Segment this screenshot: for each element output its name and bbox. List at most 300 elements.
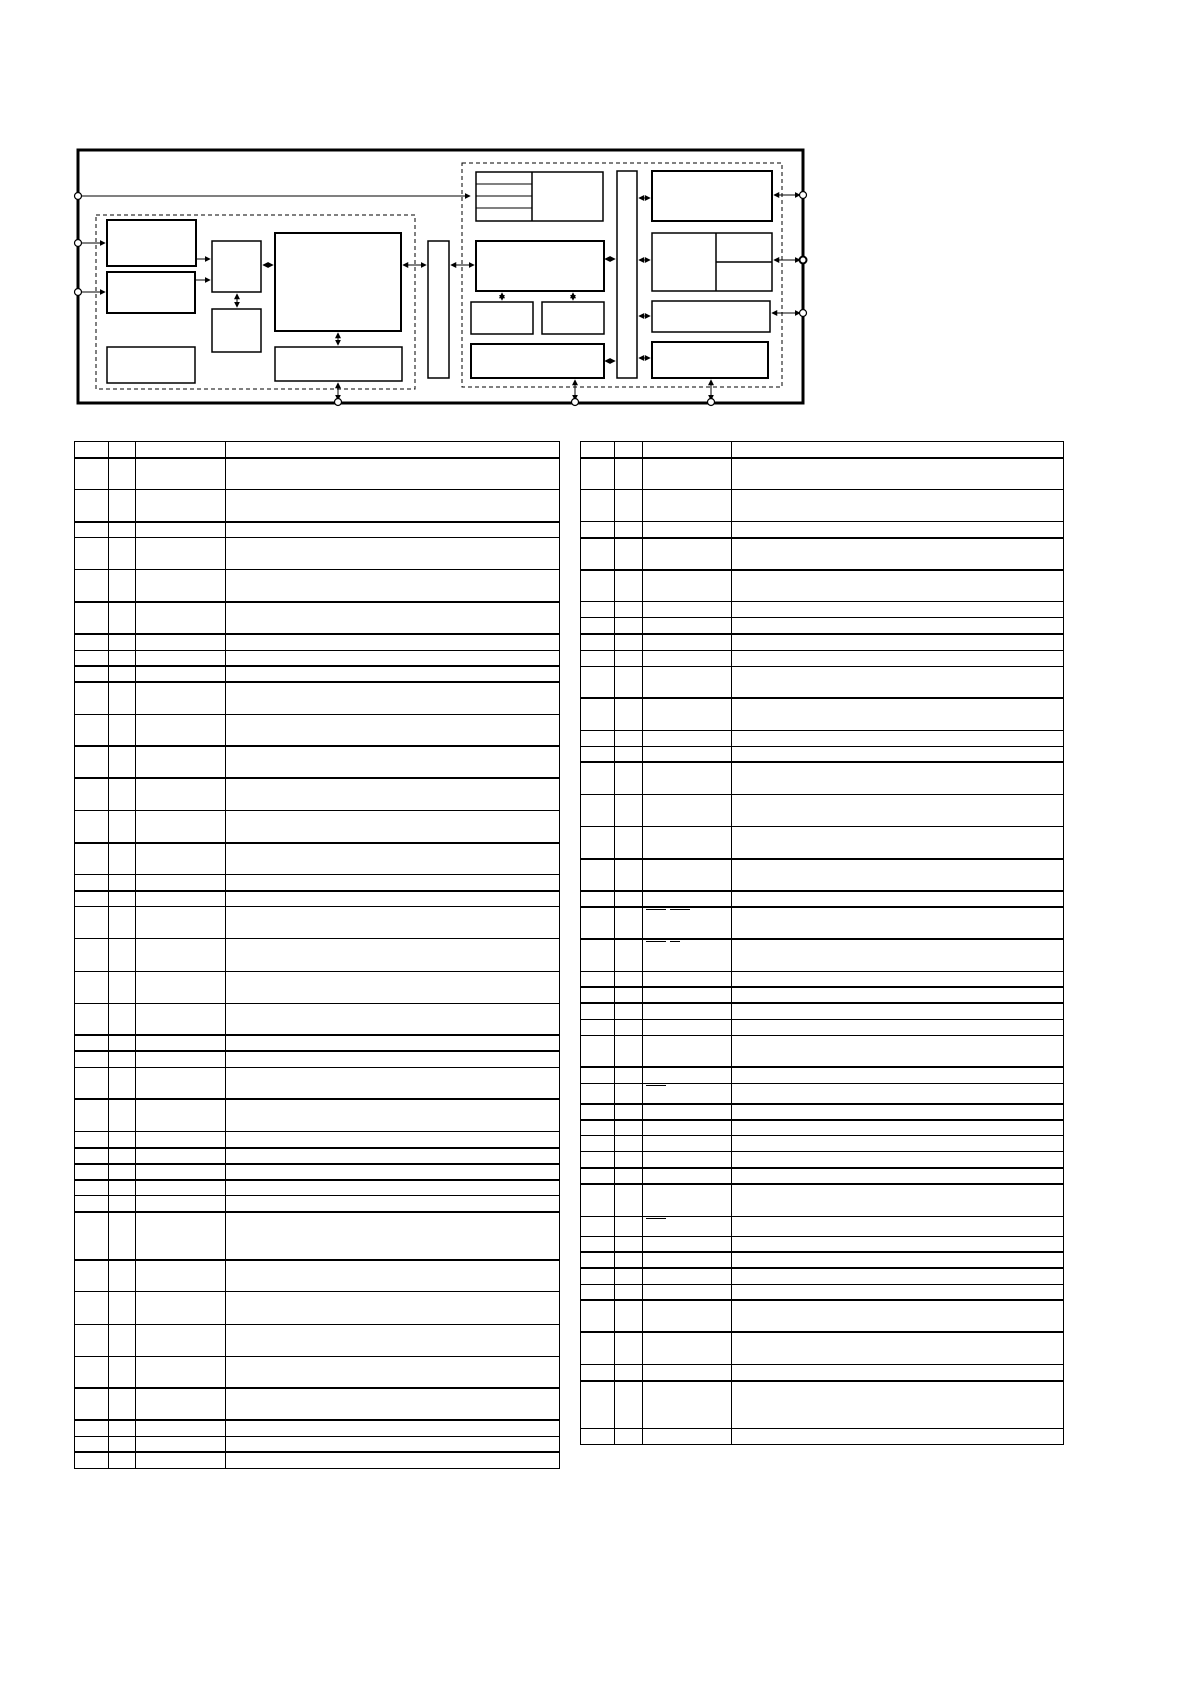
table-cell bbox=[615, 730, 643, 746]
table-cell bbox=[109, 714, 136, 746]
table-cell bbox=[643, 1003, 732, 1019]
table-cell bbox=[615, 1083, 643, 1104]
table-row bbox=[581, 939, 1064, 971]
table-cell bbox=[581, 1184, 615, 1216]
table-cell bbox=[732, 1120, 1064, 1136]
table-cell bbox=[226, 522, 560, 538]
table-cell bbox=[75, 1067, 109, 1099]
overline-mark bbox=[646, 941, 666, 942]
table-cell bbox=[75, 570, 109, 602]
table-cell bbox=[75, 490, 109, 522]
table-cell bbox=[732, 1284, 1064, 1300]
table-cell bbox=[581, 1216, 615, 1236]
table-cell bbox=[226, 1148, 560, 1164]
table-cell bbox=[581, 1035, 615, 1067]
pin-l3 bbox=[75, 289, 82, 296]
table-cell bbox=[615, 1120, 643, 1136]
table-cell bbox=[643, 650, 732, 666]
table-cell bbox=[615, 1216, 643, 1236]
table-cell bbox=[109, 1436, 136, 1452]
table-cell bbox=[226, 939, 560, 971]
table-cell bbox=[136, 1003, 226, 1035]
table-cell bbox=[732, 1184, 1064, 1216]
table-cell bbox=[732, 650, 1064, 666]
table-cell bbox=[732, 698, 1064, 730]
table-cell bbox=[109, 458, 136, 490]
table-cell bbox=[615, 827, 643, 859]
table-cell bbox=[136, 1212, 226, 1260]
table-cell bbox=[643, 666, 732, 698]
table-cell bbox=[615, 666, 643, 698]
block-ctrl bbox=[476, 241, 604, 291]
table-cell bbox=[136, 1180, 226, 1196]
table-cell bbox=[226, 843, 560, 875]
table-cell bbox=[136, 1324, 226, 1356]
table-row bbox=[581, 859, 1064, 891]
table-cell bbox=[581, 1136, 615, 1152]
right-dashed-group bbox=[462, 163, 782, 387]
table-cell bbox=[226, 538, 560, 570]
table-cell bbox=[643, 859, 732, 891]
table-cell bbox=[75, 1099, 109, 1131]
table-cell bbox=[643, 1019, 732, 1035]
table-cell bbox=[75, 907, 109, 939]
table-row bbox=[581, 618, 1064, 634]
table-cell bbox=[75, 634, 109, 650]
table-cell bbox=[226, 650, 560, 666]
table-cell bbox=[643, 939, 732, 971]
table-cell bbox=[615, 1019, 643, 1035]
table-cell bbox=[109, 939, 136, 971]
table-row bbox=[581, 650, 1064, 666]
table-cell bbox=[226, 891, 560, 907]
table-cell bbox=[732, 1136, 1064, 1152]
table-cell bbox=[643, 1035, 732, 1067]
table-cell bbox=[75, 891, 109, 907]
table-cell bbox=[75, 682, 109, 714]
table-cell bbox=[581, 1152, 615, 1168]
table-row bbox=[75, 1436, 560, 1452]
table-cell bbox=[732, 1332, 1064, 1364]
table-cell bbox=[581, 794, 615, 826]
pin-b1 bbox=[335, 399, 342, 406]
table-row bbox=[581, 1152, 1064, 1168]
table-cell bbox=[136, 971, 226, 1003]
table-cell bbox=[109, 1003, 136, 1035]
table-cell bbox=[615, 939, 643, 971]
table-cell bbox=[732, 794, 1064, 826]
table-cell bbox=[136, 1436, 226, 1452]
table-cell bbox=[581, 730, 615, 746]
table-row bbox=[75, 458, 560, 490]
table-cell bbox=[581, 538, 615, 570]
table-cell bbox=[581, 698, 615, 730]
table-row bbox=[581, 698, 1064, 730]
table-cell bbox=[643, 1300, 732, 1332]
table-cell bbox=[615, 1300, 643, 1332]
table-cell bbox=[226, 714, 560, 746]
table-row bbox=[581, 1332, 1064, 1364]
pin-b3 bbox=[708, 399, 715, 406]
overline-mark bbox=[646, 1218, 666, 1219]
table-row bbox=[581, 1184, 1064, 1216]
table-cell bbox=[581, 458, 615, 490]
table-cell bbox=[581, 1236, 615, 1252]
table-cell bbox=[226, 907, 560, 939]
table-cell bbox=[643, 1365, 732, 1381]
table-row bbox=[75, 1099, 560, 1131]
table-cell bbox=[75, 843, 109, 875]
header-cell bbox=[581, 442, 615, 458]
table-cell bbox=[226, 1180, 560, 1196]
table-cell bbox=[732, 1381, 1064, 1429]
table-cell bbox=[732, 458, 1064, 490]
pin-table-right bbox=[580, 441, 1064, 1445]
table-cell bbox=[732, 634, 1064, 650]
table-row bbox=[75, 666, 560, 682]
table-cell bbox=[615, 1332, 643, 1364]
table-cell bbox=[226, 682, 560, 714]
table-row bbox=[581, 1365, 1064, 1381]
table-cell bbox=[581, 634, 615, 650]
table-cell bbox=[643, 987, 732, 1003]
table-row bbox=[75, 1067, 560, 1099]
table-row bbox=[75, 843, 560, 875]
table-cell bbox=[136, 1196, 226, 1212]
block-bridge bbox=[428, 241, 449, 378]
table-cell bbox=[581, 1252, 615, 1268]
table-cell bbox=[615, 570, 643, 602]
table-row bbox=[75, 1452, 560, 1468]
table-cell bbox=[643, 1429, 732, 1445]
table-cell bbox=[136, 714, 226, 746]
table-cell bbox=[643, 1252, 732, 1268]
table-cell bbox=[226, 634, 560, 650]
table-row bbox=[581, 538, 1064, 570]
table-cell bbox=[643, 730, 732, 746]
table-cell bbox=[643, 538, 732, 570]
table-cell bbox=[643, 1168, 732, 1184]
table-cell bbox=[136, 682, 226, 714]
table-cell bbox=[136, 1131, 226, 1147]
table-row bbox=[75, 1324, 560, 1356]
block-b bbox=[107, 272, 195, 313]
overline-mark bbox=[646, 1085, 666, 1086]
table-cell bbox=[136, 891, 226, 907]
table-cell bbox=[643, 762, 732, 794]
table-cell bbox=[75, 875, 109, 891]
table-cell bbox=[136, 1035, 226, 1051]
table-cell bbox=[643, 570, 732, 602]
table-cell bbox=[75, 1180, 109, 1196]
table-cell bbox=[581, 1429, 615, 1445]
table-cell bbox=[136, 650, 226, 666]
table-cell bbox=[732, 1300, 1064, 1332]
table-cell bbox=[226, 1003, 560, 1035]
table-cell bbox=[109, 971, 136, 1003]
table-cell bbox=[226, 811, 560, 843]
header-cell bbox=[75, 442, 109, 458]
table-cell bbox=[109, 602, 136, 634]
block-c bbox=[107, 347, 195, 383]
table-cell bbox=[581, 1067, 615, 1083]
table-cell bbox=[581, 522, 615, 538]
table-cell bbox=[109, 1292, 136, 1324]
table-cell bbox=[615, 1035, 643, 1067]
block-core bbox=[275, 233, 401, 331]
table-cell bbox=[581, 939, 615, 971]
block-h bbox=[471, 344, 604, 378]
table-cell bbox=[109, 875, 136, 891]
table-cell bbox=[732, 1365, 1064, 1381]
table-header-row bbox=[581, 442, 1064, 458]
table-cell bbox=[226, 1035, 560, 1051]
table-row bbox=[75, 1196, 560, 1212]
table-cell bbox=[226, 1260, 560, 1292]
table-cell bbox=[732, 859, 1064, 891]
table-cell bbox=[732, 1067, 1064, 1083]
table-row bbox=[75, 1003, 560, 1035]
table-cell bbox=[75, 971, 109, 1003]
table-cell bbox=[732, 730, 1064, 746]
table-row bbox=[75, 939, 560, 971]
table-cell bbox=[109, 1099, 136, 1131]
table-cell bbox=[615, 650, 643, 666]
table-cell bbox=[136, 811, 226, 843]
table-row bbox=[581, 1067, 1064, 1083]
table-cell bbox=[75, 458, 109, 490]
table-cell bbox=[615, 1268, 643, 1284]
table-cell bbox=[136, 458, 226, 490]
table-cell bbox=[615, 1381, 643, 1429]
table-cell bbox=[226, 1164, 560, 1180]
table-cell bbox=[75, 650, 109, 666]
table-cell bbox=[226, 1452, 560, 1468]
table-row bbox=[581, 746, 1064, 762]
table-cell bbox=[581, 1284, 615, 1300]
table-cell bbox=[109, 1148, 136, 1164]
table-cell bbox=[136, 1051, 226, 1067]
table-cell bbox=[109, 891, 136, 907]
table-cell bbox=[75, 1196, 109, 1212]
table-row bbox=[581, 1252, 1064, 1268]
table-cell bbox=[615, 1284, 643, 1300]
table-cell bbox=[643, 1083, 732, 1104]
table-row bbox=[581, 794, 1064, 826]
table-row bbox=[581, 1035, 1064, 1067]
table-cell bbox=[732, 490, 1064, 522]
table-cell bbox=[643, 891, 732, 907]
table-cell bbox=[226, 1067, 560, 1099]
table-cell bbox=[615, 1184, 643, 1216]
table-cell bbox=[581, 1332, 615, 1364]
table-cell bbox=[226, 1356, 560, 1388]
table-cell bbox=[643, 522, 732, 538]
table-row bbox=[581, 1120, 1064, 1136]
table-row bbox=[75, 1420, 560, 1436]
table-cell bbox=[75, 746, 109, 778]
table-cell bbox=[109, 1180, 136, 1196]
table-row bbox=[75, 907, 560, 939]
table-cell bbox=[136, 778, 226, 810]
table-cell bbox=[581, 1120, 615, 1136]
table-cell bbox=[109, 522, 136, 538]
table-cell bbox=[136, 843, 226, 875]
table-row bbox=[581, 1104, 1064, 1120]
pin-l2 bbox=[75, 240, 82, 247]
table-cell bbox=[732, 1216, 1064, 1236]
table-row bbox=[75, 875, 560, 891]
table-cell bbox=[732, 1104, 1064, 1120]
table-cell bbox=[136, 1356, 226, 1388]
table-cell bbox=[109, 1212, 136, 1260]
table-cell bbox=[109, 538, 136, 570]
table-row bbox=[75, 1180, 560, 1196]
table-row bbox=[75, 1131, 560, 1147]
table-row bbox=[581, 891, 1064, 907]
table-cell bbox=[136, 1388, 226, 1420]
table-cell bbox=[643, 794, 732, 826]
table-row bbox=[581, 1268, 1064, 1284]
pin-r2 bbox=[800, 257, 807, 264]
block-bus bbox=[617, 171, 637, 378]
table-cell bbox=[615, 538, 643, 570]
block-a bbox=[107, 220, 196, 266]
table-cell bbox=[615, 1104, 643, 1120]
table-row bbox=[581, 1429, 1064, 1445]
table-cell bbox=[732, 1168, 1064, 1184]
table-cell bbox=[109, 682, 136, 714]
header-cell bbox=[226, 442, 560, 458]
table-row bbox=[75, 682, 560, 714]
table-cell bbox=[75, 1452, 109, 1468]
table-cell bbox=[643, 1104, 732, 1120]
table-cell bbox=[136, 1420, 226, 1436]
table-row bbox=[75, 1212, 560, 1260]
table-cell bbox=[75, 1148, 109, 1164]
table-row bbox=[75, 746, 560, 778]
table-cell bbox=[581, 1019, 615, 1035]
table-cell bbox=[643, 1381, 732, 1429]
pin-table-left bbox=[74, 441, 560, 1469]
table-row bbox=[75, 570, 560, 602]
table-cell bbox=[643, 1184, 732, 1216]
block-mem bbox=[275, 347, 402, 381]
table-cell bbox=[226, 602, 560, 634]
table-cell bbox=[109, 1356, 136, 1388]
table-cell bbox=[581, 490, 615, 522]
table-cell bbox=[581, 827, 615, 859]
table-cell bbox=[136, 490, 226, 522]
table-cell bbox=[615, 522, 643, 538]
table-row bbox=[75, 1148, 560, 1164]
table-cell bbox=[615, 1252, 643, 1268]
table-cell bbox=[581, 1003, 615, 1019]
table-cell bbox=[643, 827, 732, 859]
table-row bbox=[581, 570, 1064, 602]
table-cell bbox=[109, 1067, 136, 1099]
block-g bbox=[542, 302, 604, 334]
table-cell bbox=[581, 1168, 615, 1184]
table-cell bbox=[615, 891, 643, 907]
table-cell bbox=[136, 666, 226, 682]
table-cell bbox=[732, 1429, 1064, 1445]
table-cell bbox=[109, 811, 136, 843]
table-cell bbox=[226, 1292, 560, 1324]
table-cell bbox=[75, 538, 109, 570]
table-cell bbox=[643, 458, 732, 490]
table-cell bbox=[615, 987, 643, 1003]
table-cell bbox=[109, 778, 136, 810]
table-cell bbox=[615, 1003, 643, 1019]
block-d bbox=[212, 241, 261, 292]
table-row bbox=[581, 1019, 1064, 1035]
table-row bbox=[581, 987, 1064, 1003]
table-cell bbox=[732, 1035, 1064, 1067]
table-cell bbox=[615, 602, 643, 618]
table-cell bbox=[109, 1452, 136, 1468]
table-cell bbox=[643, 490, 732, 522]
table-cell bbox=[109, 666, 136, 682]
header-cell bbox=[615, 442, 643, 458]
table-cell bbox=[581, 1365, 615, 1381]
table-cell bbox=[109, 1131, 136, 1147]
table-cell bbox=[136, 1452, 226, 1468]
table-cell bbox=[75, 1003, 109, 1035]
table-cell bbox=[226, 1388, 560, 1420]
table-cell bbox=[732, 762, 1064, 794]
table-cell bbox=[109, 570, 136, 602]
table-cell bbox=[136, 522, 226, 538]
table-cell bbox=[226, 458, 560, 490]
table-cell bbox=[615, 794, 643, 826]
table-cell bbox=[643, 907, 732, 939]
table-cell bbox=[75, 602, 109, 634]
table-cell bbox=[615, 971, 643, 987]
table-row bbox=[581, 490, 1064, 522]
table-row bbox=[75, 538, 560, 570]
table-cell bbox=[136, 602, 226, 634]
table-cell bbox=[732, 538, 1064, 570]
table-cell bbox=[732, 1152, 1064, 1168]
table-cell bbox=[109, 1420, 136, 1436]
table-cell bbox=[581, 570, 615, 602]
table-cell bbox=[643, 1067, 732, 1083]
pin-l1 bbox=[75, 193, 82, 200]
table-cell bbox=[615, 1136, 643, 1152]
table-row bbox=[581, 602, 1064, 618]
table-row bbox=[75, 971, 560, 1003]
table-row bbox=[581, 1381, 1064, 1429]
table-cell bbox=[732, 827, 1064, 859]
table-cell bbox=[643, 1284, 732, 1300]
table-row bbox=[581, 1300, 1064, 1332]
table-row bbox=[581, 666, 1064, 698]
table-row bbox=[581, 522, 1064, 538]
table-cell bbox=[109, 634, 136, 650]
table-cell bbox=[732, 666, 1064, 698]
table-cell bbox=[581, 1104, 615, 1120]
table-cell bbox=[581, 762, 615, 794]
table-cell bbox=[643, 746, 732, 762]
table-row bbox=[581, 634, 1064, 650]
table-cell bbox=[732, 618, 1064, 634]
pin-b2 bbox=[572, 399, 579, 406]
table-cell bbox=[615, 1365, 643, 1381]
table-cell bbox=[75, 1051, 109, 1067]
table-cell bbox=[75, 1388, 109, 1420]
table-cell bbox=[615, 1152, 643, 1168]
